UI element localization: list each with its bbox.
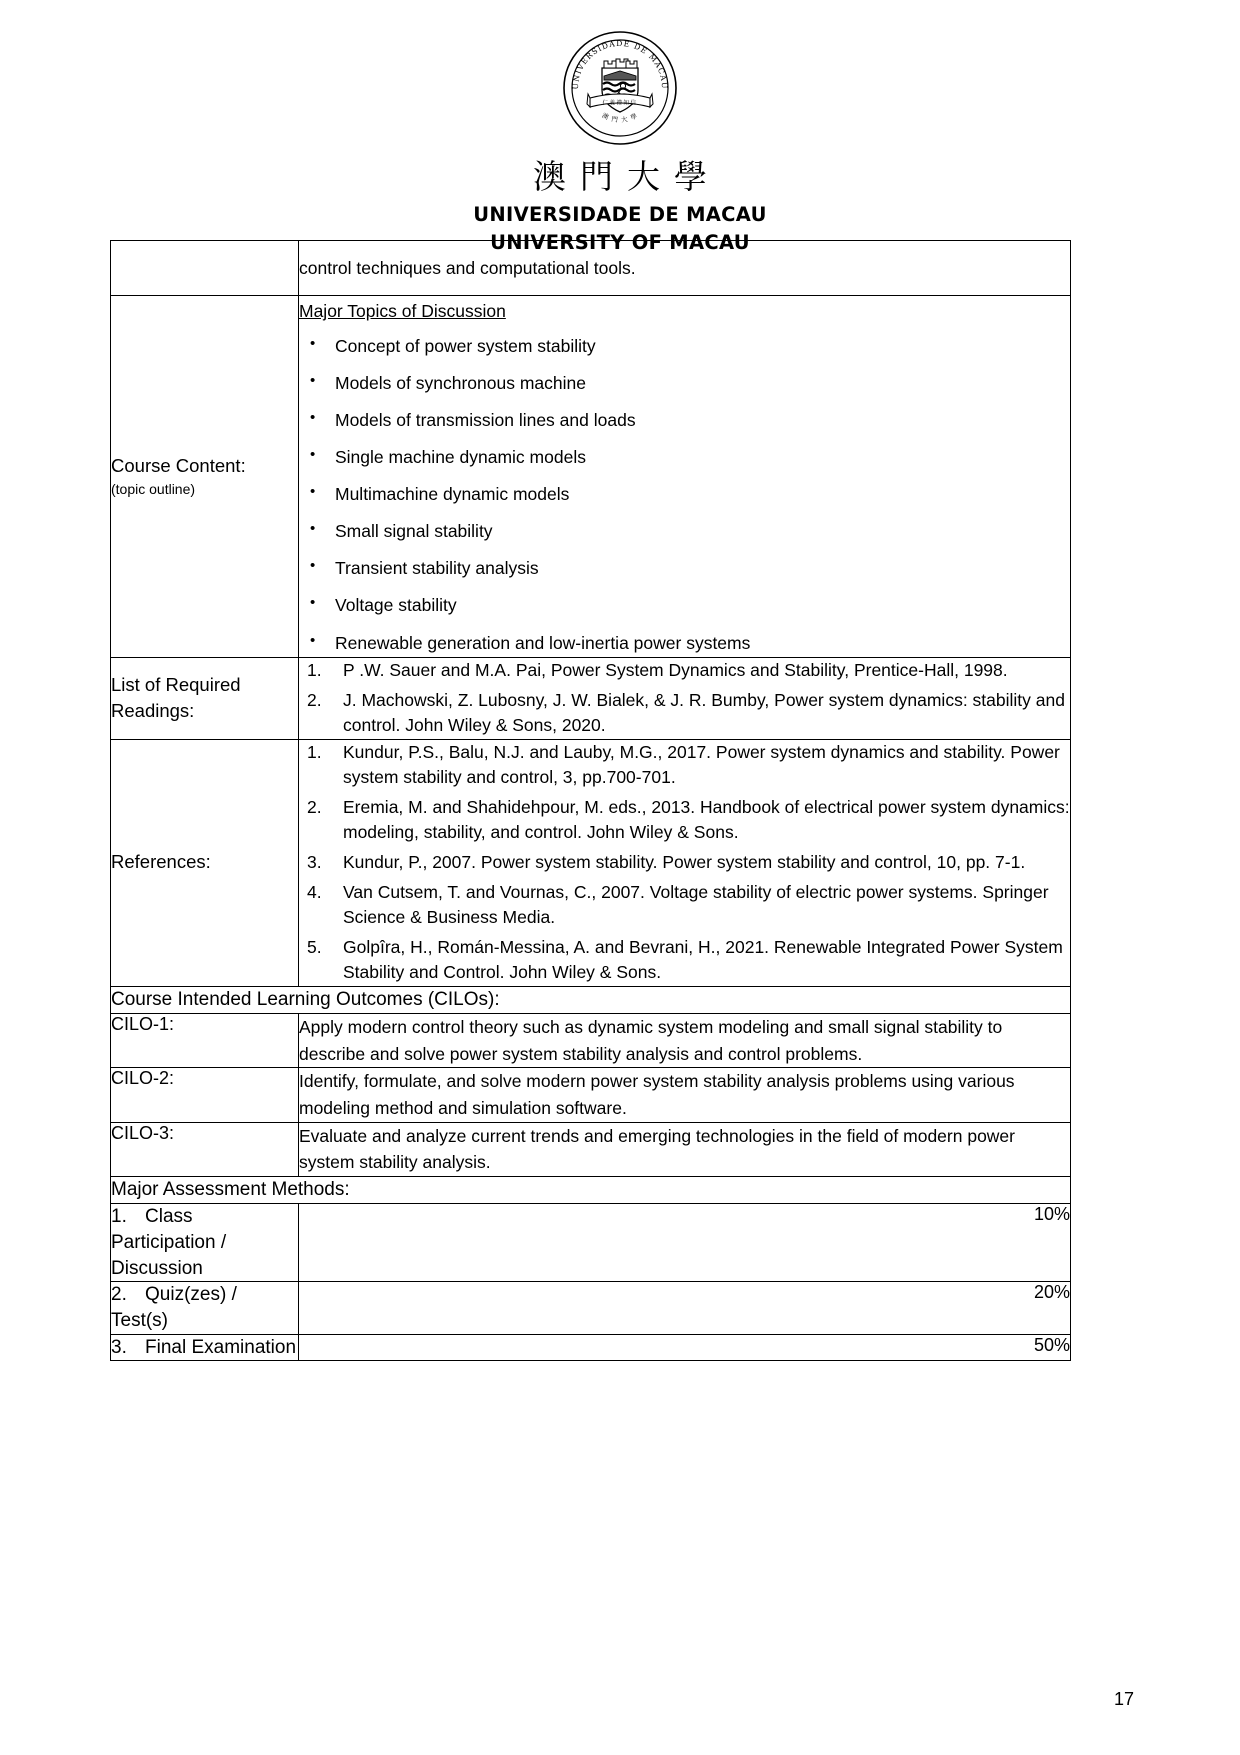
- references-label-cell: [111, 739, 299, 986]
- syllabus-table: [110, 240, 1071, 1361]
- major-topics-subheading: Major Topics of Discussion: [299, 301, 506, 322]
- table-row-assessment-heading: [111, 1176, 1071, 1204]
- continuation-body-cell: [299, 241, 1071, 296]
- university-seal-icon: [560, 28, 680, 148]
- table-row-cilos-heading: [111, 986, 1071, 1014]
- list-item: Van Cutsem, T. and Vournas, C., 2007. Voltage stability of electric power systems. Springer Science & Business Media.: [343, 881, 1049, 928]
- cilo-3-label-cell: [111, 1122, 299, 1176]
- list-item: • Transient stability analysis: [299, 557, 1070, 581]
- assessment-2-name: Quiz(zes) / Test(s): [111, 1284, 237, 1331]
- references-list: [299, 740, 1070, 986]
- list-item: • Multimachine dynamic models: [299, 483, 1070, 507]
- assessment-2-weight: 20%: [1033, 1282, 1070, 1303]
- assessment-1-weight: 10%: [1033, 1204, 1070, 1225]
- table-row-cilo-3: [111, 1122, 1071, 1176]
- cilo-1-label-cell: [111, 1014, 299, 1068]
- cilo-3-text: Evaluate and analyze current trends and emerging technologies in the field of modern power system stability analysis.: [299, 1125, 1015, 1173]
- university-name-english: UNIVERSITY OF MACAU: [490, 231, 750, 255]
- list-item: • Models of transmission lines and loads: [299, 409, 1070, 433]
- university-name-chinese: 澳門大學: [533, 157, 721, 196]
- table-row-assessment-1: [111, 1204, 1071, 1282]
- cilo-3-label: CILO-3:: [111, 1122, 175, 1143]
- cilos-heading-cell: [111, 986, 1071, 1014]
- required-readings-body-cell: [299, 658, 1071, 740]
- university-name-portuguese: UNIVERSIDADE DE MACAU: [473, 203, 767, 226]
- course-content-sublabel: (topic outline): [111, 481, 196, 498]
- table-row-required-readings: [111, 658, 1071, 740]
- list-item: P .W. Sauer and M.A. Pai, Power System Dynamics and Stability, Prentice-Hall, 1998.: [343, 660, 1008, 681]
- assessment-3-name: Final Examination: [145, 1336, 297, 1358]
- table-row-assessment-2: [111, 1282, 1071, 1334]
- svg-text:UNIVERSIDADE DE MACAU: UNIVERSIDADE DE MACAU: [570, 38, 670, 90]
- references-label: References:: [111, 851, 211, 873]
- cilo-3-text-cell: [299, 1122, 1071, 1176]
- assessment-1-name-cell: [111, 1204, 299, 1282]
- required-readings-label-cell: [111, 658, 299, 740]
- cilo-2-label: CILO-2:: [111, 1068, 175, 1089]
- list-item: J. Machowski, Z. Lubosny, J. W. Bialek, & J. R. Bumby, Power system dynamics: stability and control. John Wiley & Sons, 2020.: [343, 689, 1065, 736]
- list-item: Golpîra, H., Román-Messina, A. and Bevrani, H., 2021. Renewable Integrated Power System Stability and Control. John Wiley & Sons.: [343, 936, 1063, 983]
- cilos-heading: Course Intended Learning Outcomes (CILOs):: [111, 988, 500, 1010]
- course-content-body-cell: [299, 296, 1071, 658]
- list-item: • Single machine dynamic models: [299, 446, 1070, 470]
- table-row-course-content: [111, 296, 1071, 658]
- assessment-heading-cell: [111, 1176, 1071, 1204]
- assessment-2-name-cell: [111, 1282, 299, 1334]
- references-body-cell: [299, 739, 1071, 986]
- syllabus-table-container: [110, 240, 1070, 1361]
- list-item: Kundur, P.S., Balu, N.J. and Lauby, M.G., 2017. Power system dynamics and stability. Power system stability and control, 3, pp.700-701.: [343, 741, 1060, 788]
- cilo-1-text: Apply modern control theory such as dynamic system modeling and small signal stability to describe and solve power system stability analysis and control problems.: [299, 1017, 1003, 1064]
- table-row-references: [111, 739, 1071, 986]
- page-number: 17: [1113, 1689, 1134, 1709]
- list-item: Kundur, P., 2007. Power system stability. Power system stability and control, 10, pp. 7-1.: [343, 851, 1026, 872]
- assessment-3-weight-cell: [299, 1334, 1071, 1361]
- table-row-cilo-2: [111, 1068, 1071, 1122]
- assessment-1-weight-cell: [299, 1204, 1071, 1282]
- list-item: • Concept of power system stability: [299, 335, 1070, 359]
- assessment-heading: Major Assessment Methods:: [111, 1178, 350, 1200]
- list-item: • Small signal stability: [299, 520, 1070, 544]
- course-content-label: Course Content:: [111, 455, 246, 477]
- svg-text:澳 門 大 學: 澳 門 大 學: [600, 111, 640, 125]
- list-item: • Renewable generation and low-inertia power systems: [299, 632, 1070, 656]
- continuation-label-cell: [111, 241, 299, 296]
- table-row-cilo-1: [111, 1014, 1071, 1068]
- assessment-1-number: 1.: [111, 1206, 127, 1228]
- cilo-1-text-cell: [299, 1014, 1071, 1068]
- course-content-label-cell: [111, 296, 299, 658]
- assessment-3-name-cell: [111, 1334, 299, 1361]
- svg-text:仁義禮知信: 仁義禮知信: [602, 100, 638, 107]
- continuation-text: control techniques and computational tools.: [299, 258, 636, 278]
- assessment-1-name: Class Participation / Discussion: [111, 1206, 227, 1279]
- table-row-continuation: [111, 241, 1071, 296]
- list-item: Eremia, M. and Shahidehpour, M. eds., 2013. Handbook of electrical power system dynamics: modeling, stability, and control. John Wiley & Sons.: [343, 796, 1070, 843]
- assessment-2-number: 2.: [111, 1284, 127, 1306]
- cilo-2-text: Identify, formulate, and solve modern power system stability analysis problems using various modeling method and simulation software.: [299, 1071, 1015, 1119]
- page-header: [0, 0, 1240, 255]
- required-readings-label-line1: List of Required: [111, 673, 241, 695]
- list-item: • Voltage stability: [299, 594, 1070, 618]
- course-content-bullet-list: [299, 335, 1070, 656]
- required-readings-label-line2: Readings:: [111, 700, 195, 722]
- assessment-3-number: 3.: [111, 1336, 127, 1358]
- list-item: • Models of synchronous machine: [299, 372, 1070, 396]
- assessment-2-weight-cell: [299, 1282, 1071, 1334]
- cilo-2-text-cell: [299, 1068, 1071, 1122]
- required-readings-list: [299, 658, 1070, 739]
- assessment-3-weight: 50%: [1033, 1334, 1070, 1355]
- table-row-assessment-3: [111, 1334, 1071, 1361]
- cilo-2-label-cell: [111, 1068, 299, 1122]
- cilo-1-label: CILO-1:: [111, 1014, 175, 1035]
